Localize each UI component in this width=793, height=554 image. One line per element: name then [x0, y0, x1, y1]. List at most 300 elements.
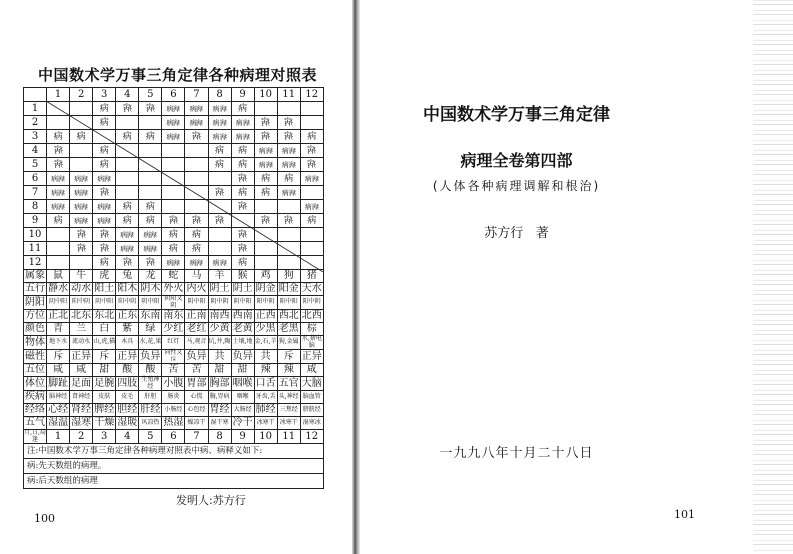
- attribute-cell: 阴木: [140, 283, 161, 294]
- column-header: 5: [139, 88, 162, 102]
- attribute-cell: 甜: [208, 364, 231, 377]
- attribute-cell: 正南: [186, 310, 207, 321]
- acquired-pathology-mark: 病: [76, 244, 86, 254]
- attribute-cell: 肺经: [255, 404, 276, 415]
- attribute-cell: 9: [231, 430, 254, 444]
- book-title: 中国数术学万事三角定律: [423, 105, 610, 125]
- grid-cell: [70, 144, 93, 158]
- row-label: 11: [24, 242, 47, 256]
- acquired-pathology-mark: 病: [173, 119, 181, 127]
- attribute-cell: 猪: [300, 270, 323, 283]
- innate-pathology-mark: 病: [212, 105, 220, 113]
- grid-cell: [185, 144, 208, 158]
- acquired-pathology-mark: 病: [191, 132, 201, 142]
- grid-cell: [162, 144, 185, 158]
- attribute-cell: 外火: [163, 283, 184, 294]
- attribute-cell: 阳中阴: [116, 296, 139, 310]
- grid-cell: [277, 102, 300, 116]
- attribute-cell: 正西: [255, 310, 276, 321]
- grid-cell: [162, 242, 185, 256]
- grid-cell: [231, 158, 254, 172]
- innate-pathology-mark: 病: [97, 203, 105, 211]
- grid-cell: [139, 200, 162, 214]
- acquired-pathology-mark: 病: [150, 245, 158, 253]
- grid-cell: [185, 242, 208, 256]
- attribute-row: [24, 417, 324, 430]
- grid-cell: [208, 242, 231, 256]
- attribute-cell: 兰: [70, 323, 93, 336]
- acquired-pathology-mark: 病: [215, 216, 225, 226]
- grid-cell: [185, 172, 208, 186]
- book-subsubtitle: (人体各种病理调解和根治): [432, 179, 601, 193]
- grid-cell: [208, 130, 231, 144]
- row-label: 五气: [25, 417, 46, 428]
- innate-pathology-mark: 病: [238, 104, 248, 114]
- attribute-cell: 皮毛: [116, 391, 139, 404]
- attribute-cell: 酸: [116, 364, 139, 377]
- grid-cell: [93, 158, 116, 172]
- innate-pathology-mark: 病: [74, 203, 82, 211]
- attribute-cell: 正异: [71, 350, 92, 362]
- grid-cell: [185, 214, 208, 228]
- grid-cell: [254, 158, 277, 172]
- acquired-pathology-mark: 病: [219, 259, 227, 267]
- innate-pathology-mark: 病: [122, 202, 132, 212]
- attribute-cell: 胸,胃病: [208, 391, 231, 404]
- column-header: 10: [254, 88, 277, 102]
- innate-pathology-mark: 病: [53, 132, 63, 142]
- acquired-pathology-mark: 病: [284, 132, 294, 142]
- innate-pathology-mark: 病: [212, 259, 220, 267]
- grid-cell: [277, 242, 300, 256]
- grid-row: [24, 158, 324, 172]
- grid-cell: [47, 200, 70, 214]
- acquired-pathology-mark: 病: [261, 132, 271, 142]
- attribute-cell: 辣: [254, 364, 277, 377]
- acquired-pathology-mark: 病: [284, 118, 294, 128]
- attribute-cell: 斥: [47, 350, 70, 364]
- grid-row: [24, 214, 324, 228]
- innate-pathology-mark: 病: [304, 203, 312, 211]
- attribute-cell: 三焦经: [277, 404, 300, 417]
- attribute-cell: 咸: [70, 364, 93, 377]
- attribute-cell: 西南: [232, 310, 253, 321]
- grid-cell: [162, 214, 185, 228]
- attribute-cell: 紫: [116, 323, 139, 336]
- grid-cell: [70, 102, 93, 116]
- attribute-cell: 阳中阳: [277, 296, 300, 310]
- attribute-cell: 猴: [231, 270, 254, 283]
- acquired-pathology-mark: 病: [288, 147, 296, 155]
- grid-cell: [93, 200, 116, 214]
- acquired-pathology-mark: 病: [150, 231, 158, 239]
- grid-cell: [70, 256, 93, 270]
- innate-pathology-mark: 病: [258, 161, 266, 169]
- page-number-left: 100: [34, 512, 55, 525]
- acquired-pathology-mark: 病: [238, 174, 248, 184]
- attribute-cell: 口舌: [255, 377, 276, 389]
- innate-pathology-mark: 病: [281, 189, 289, 197]
- attribute-cell: 流动水: [70, 336, 93, 350]
- attribute-cell: 阴中阳: [139, 296, 162, 310]
- grid-cell: [116, 214, 139, 228]
- attribute-cell: 蛇: [162, 270, 185, 283]
- row-label: 物体: [25, 336, 46, 348]
- book-subtitle: 病理全卷第四部: [460, 151, 573, 170]
- acquired-pathology-mark: 病: [307, 146, 317, 156]
- row-label: 阴阳: [25, 296, 46, 308]
- attribute-cell: 肾经: [71, 404, 92, 415]
- innate-pathology-mark: 病: [120, 231, 128, 239]
- attribute-cell: 11: [277, 430, 300, 444]
- attribute-cell: 湿温: [48, 417, 69, 428]
- grid-cell: [231, 214, 254, 228]
- attribute-cell: 5: [139, 430, 162, 444]
- attribute-cell: 龙: [139, 270, 162, 283]
- grid-cell: [231, 144, 254, 158]
- acquired-pathology-mark: 病: [58, 189, 66, 197]
- grid-cell: [208, 102, 231, 116]
- grid-cell: [254, 102, 277, 116]
- row-label: 5: [24, 158, 47, 172]
- innate-pathology-mark: 病: [51, 203, 59, 211]
- grid-cell: [162, 228, 185, 242]
- row-label: 2: [24, 116, 47, 130]
- innate-pathology-mark: 病: [97, 217, 105, 225]
- grid-row: [24, 200, 324, 214]
- note-text: 病:后天数组的病理: [24, 474, 324, 489]
- attribute-cell: 棕: [300, 323, 323, 336]
- grid-row: [24, 228, 324, 242]
- grid-cell: [93, 242, 116, 256]
- attribute-cell: 内火: [186, 283, 207, 294]
- attribute-row: [24, 336, 324, 350]
- attribute-row: [24, 350, 324, 364]
- acquired-pathology-mark: 病: [219, 133, 227, 141]
- attribute-cell: 10: [254, 430, 277, 444]
- attribute-row: [24, 377, 324, 391]
- left-page: [0, 0, 352, 554]
- attribute-cell: 牙齿,舌: [254, 391, 277, 404]
- row-label: 经络: [25, 404, 46, 415]
- grid-cell: [70, 186, 93, 200]
- grid-cell: [208, 256, 231, 270]
- innate-pathology-mark: 病: [143, 245, 151, 253]
- acquired-pathology-mark: 病: [104, 203, 112, 211]
- acquired-pathology-mark: 病: [196, 119, 204, 127]
- grid-row: [24, 186, 324, 200]
- attribute-cell: 西北: [278, 310, 299, 321]
- attribute-cell: 东南: [140, 310, 161, 321]
- attribute-cell: 斥: [277, 350, 300, 364]
- grid-row: [24, 116, 324, 130]
- innate-pathology-mark: 病: [74, 189, 82, 197]
- column-header: 8: [208, 88, 231, 102]
- attribute-cell: 苦: [162, 364, 185, 377]
- attribute-cell: 斥: [93, 350, 116, 364]
- attribute-cell: 足面: [71, 377, 92, 389]
- acquired-pathology-mark: 病: [284, 216, 294, 226]
- attribute-cell: 热湿: [163, 417, 184, 428]
- grid-cell: [93, 256, 116, 270]
- attribute-cell: 3: [93, 430, 116, 444]
- note-text: 注:中国数术学万事三角定律各种病理对照表中病、病释义如下:: [24, 444, 324, 459]
- attribute-cell: 6: [162, 430, 185, 444]
- attribute-cell: 阳土: [94, 283, 115, 294]
- attribute-cell: 老红: [186, 323, 207, 334]
- grid-cell: [139, 144, 162, 158]
- acquired-pathology-mark: 病: [219, 119, 227, 127]
- attribute-cell: 老黑: [278, 323, 299, 334]
- grid-cell: [116, 256, 139, 270]
- attribute-cell: 1: [47, 430, 70, 444]
- grid-cell: [208, 172, 231, 186]
- table-title: 中国数术学万事三角定律各种病理对照表: [38, 66, 318, 84]
- attribute-cell: 足腕: [94, 377, 115, 389]
- innate-pathology-mark: 病: [307, 216, 317, 226]
- grid-cell: [116, 242, 139, 256]
- row-label: 五位: [25, 364, 46, 375]
- grid-cell: [116, 116, 139, 130]
- innate-pathology-mark: 病: [53, 216, 63, 226]
- innate-pathology-mark: 病: [120, 245, 128, 253]
- grid-cell: [116, 172, 139, 186]
- grid-cell: [93, 214, 116, 228]
- attribute-cell: 咸: [300, 364, 323, 377]
- row-label: 10: [24, 228, 47, 242]
- grid-cell: [139, 130, 162, 144]
- attribute-cell: 兔: [116, 270, 139, 283]
- acquired-pathology-mark: 病: [53, 146, 63, 156]
- row-label: 体位: [25, 377, 46, 389]
- grid-cell: [139, 172, 162, 186]
- attribute-cell: 少黄: [209, 323, 230, 334]
- row-label: 颜色: [25, 323, 46, 334]
- attribute-cell: 负异: [232, 350, 253, 362]
- row-label: 疾病: [25, 391, 46, 402]
- grid-cell: [139, 102, 162, 116]
- acquired-pathology-mark: 病: [261, 216, 271, 226]
- grid-cell: [231, 102, 254, 116]
- grid-cell: [139, 158, 162, 172]
- attribute-cell: 阳金: [278, 283, 299, 294]
- note-row: [24, 444, 324, 459]
- grid-cell: [277, 144, 300, 158]
- grid-cell: [185, 158, 208, 172]
- attribute-cell: 正异: [301, 350, 322, 362]
- grid-cell: [162, 256, 185, 270]
- acquired-pathology-mark: 病: [122, 104, 132, 114]
- grid-cell: [185, 102, 208, 116]
- attribute-cell: 冷干: [232, 417, 253, 428]
- attribute-cell: 脾经: [94, 404, 115, 415]
- acquired-pathology-mark: 病: [238, 202, 248, 212]
- grid-cell: [254, 256, 277, 270]
- acquired-pathology-mark: 病: [173, 133, 181, 141]
- grid-cell: [254, 200, 277, 214]
- attribute-cell: 肠炎: [162, 391, 185, 404]
- grid-cell: [208, 116, 231, 130]
- grid-cell: [162, 172, 185, 186]
- attribute-cell: 干燥: [94, 417, 115, 428]
- attribute-cell: 湿寒冰: [300, 417, 323, 430]
- acquired-pathology-mark: 病: [168, 216, 178, 226]
- row-label: 8: [24, 200, 47, 214]
- grid-cell: [139, 116, 162, 130]
- acquired-pathology-mark: 病: [104, 217, 112, 225]
- attribute-cell: 阳中阴: [254, 296, 277, 310]
- innate-pathology-mark: 病: [212, 133, 220, 141]
- grid-cell: [254, 228, 277, 242]
- attribute-cell: 胃部: [186, 377, 207, 389]
- grid-cell: [162, 186, 185, 200]
- attribute-cell: 阳中阴: [300, 296, 323, 310]
- grid-row: [24, 172, 324, 186]
- grid-cell: [185, 228, 208, 242]
- grid-cell: [47, 256, 70, 270]
- grid-cell: [231, 172, 254, 186]
- innate-pathology-mark: 病: [307, 132, 317, 142]
- attribute-row: [24, 404, 324, 417]
- acquired-pathology-mark: 病: [196, 259, 204, 267]
- acquired-pathology-mark: 病: [81, 175, 89, 183]
- row-label: 4: [24, 144, 47, 158]
- header-row: [24, 88, 324, 102]
- attribute-cell: 阴金: [255, 283, 276, 294]
- attribute-cell: 同性又斥: [162, 350, 185, 364]
- acquired-pathology-mark: 病: [99, 244, 109, 254]
- acquired-pathology-mark: 病: [122, 258, 132, 268]
- grid-cell: [139, 256, 162, 270]
- grid-cell: [70, 200, 93, 214]
- inventor: 发明人:苏方行: [176, 494, 246, 507]
- column-header: 12: [300, 88, 323, 102]
- acquired-pathology-mark: 病: [215, 188, 225, 198]
- attribute-cell: 青: [47, 323, 70, 336]
- attribute-row: [24, 391, 324, 404]
- row-label: 7: [24, 186, 47, 200]
- grid-cell: [93, 144, 116, 158]
- acquired-pathology-mark: 病: [81, 189, 89, 197]
- grid-cell: [277, 256, 300, 270]
- attribute-cell: 阳木: [117, 283, 138, 294]
- grid-cell: [47, 102, 70, 116]
- grid-cell: [185, 116, 208, 130]
- grid-cell: [277, 130, 300, 144]
- grid-cell: [208, 200, 231, 214]
- attribute-cell: 负异: [140, 350, 161, 362]
- acquired-pathology-mark: 病: [261, 118, 271, 128]
- attribute-cell: 大肠经: [231, 404, 254, 417]
- acquired-pathology-mark: 病: [173, 259, 181, 267]
- attribute-cell: 白: [93, 323, 116, 336]
- grid-cell: [70, 172, 93, 186]
- grid-cell: [93, 186, 116, 200]
- attribute-cell: 少黑: [255, 323, 276, 334]
- acquired-pathology-mark: 病: [307, 160, 317, 170]
- row-label: 五行: [25, 283, 46, 294]
- innate-pathology-mark: 病: [189, 119, 197, 127]
- innate-pathology-mark: 病: [238, 146, 248, 156]
- grid-cell: [93, 228, 116, 242]
- acquired-pathology-mark: 病: [145, 258, 155, 268]
- attribute-cell: 共: [208, 350, 231, 364]
- innate-pathology-mark: 病: [166, 259, 174, 267]
- attribute-cell: 南东: [163, 310, 184, 321]
- attribute-cell: 生殖神经: [139, 377, 162, 391]
- grid-cell: [47, 158, 70, 172]
- innate-pathology-mark: 病: [122, 216, 132, 226]
- grid-cell: [231, 186, 254, 200]
- attribute-cell: 阳中阴: [70, 296, 93, 310]
- attribute-cell: 木具: [116, 336, 139, 350]
- grid-cell: [185, 200, 208, 214]
- attribute-cell: 静水: [48, 283, 69, 294]
- attribute-cell: 鸡: [254, 270, 277, 283]
- acquired-pathology-mark: 病: [191, 216, 201, 226]
- column-header: 1: [47, 88, 70, 102]
- innate-pathology-mark: 病: [97, 175, 105, 183]
- grid-cell: [231, 256, 254, 270]
- innate-pathology-mark: 病: [145, 132, 155, 142]
- acquired-pathology-mark: 病: [76, 230, 86, 240]
- innate-pathology-mark: 病: [122, 132, 132, 142]
- attribute-cell: 山,虎,猫: [93, 336, 116, 350]
- grid-cell: [185, 186, 208, 200]
- grid-cell: [208, 144, 231, 158]
- innate-pathology-mark: 病: [235, 133, 243, 141]
- attribute-cell: 北西: [301, 310, 322, 321]
- acquired-pathology-mark: 病: [311, 203, 319, 211]
- row-label: 月,日,局逢: [24, 429, 46, 443]
- row-label: 6: [24, 172, 47, 186]
- grid-cell: [47, 242, 70, 256]
- innate-pathology-mark: 病: [145, 216, 155, 226]
- innate-pathology-mark: 病: [238, 188, 248, 198]
- attribute-cell: 阴中阳: [47, 296, 70, 310]
- attribute-cell: 鼠: [47, 270, 70, 283]
- grid-cell: [208, 214, 231, 228]
- attribute-cell: 风凉热: [139, 417, 162, 430]
- innate-pathology-mark: 病: [143, 231, 151, 239]
- attribute-row: [24, 270, 324, 283]
- attribute-cell: 动水: [71, 283, 92, 294]
- innate-pathology-mark: 病: [189, 105, 197, 113]
- grid-cell: [208, 158, 231, 172]
- innate-pathology-mark: 病: [99, 160, 109, 170]
- attribute-cell: 燥凉干: [185, 417, 208, 430]
- grid-cell: [70, 242, 93, 256]
- innate-pathology-mark: 病: [99, 146, 109, 156]
- grid-cell: [116, 200, 139, 214]
- grid-cell: [277, 158, 300, 172]
- grid-cell: [254, 130, 277, 144]
- grid-cell: [116, 102, 139, 116]
- attribute-cell: 皮肤: [93, 391, 116, 404]
- acquired-pathology-mark: 病: [242, 119, 250, 127]
- row-label: 磁性: [25, 350, 46, 362]
- acquired-pathology-mark: 病: [58, 203, 66, 211]
- attribute-cell: 甜: [93, 364, 116, 377]
- acquired-pathology-mark: 病: [99, 230, 109, 240]
- attribute-cell: 马: [185, 270, 208, 283]
- grid-cell: [139, 228, 162, 242]
- attribute-cell: 冰寒干: [277, 417, 300, 430]
- attribute-cell: 负异: [186, 350, 207, 362]
- book-gutter: [352, 0, 360, 554]
- acquired-pathology-mark: 病: [196, 105, 204, 113]
- attribute-cell: 少红: [163, 323, 184, 334]
